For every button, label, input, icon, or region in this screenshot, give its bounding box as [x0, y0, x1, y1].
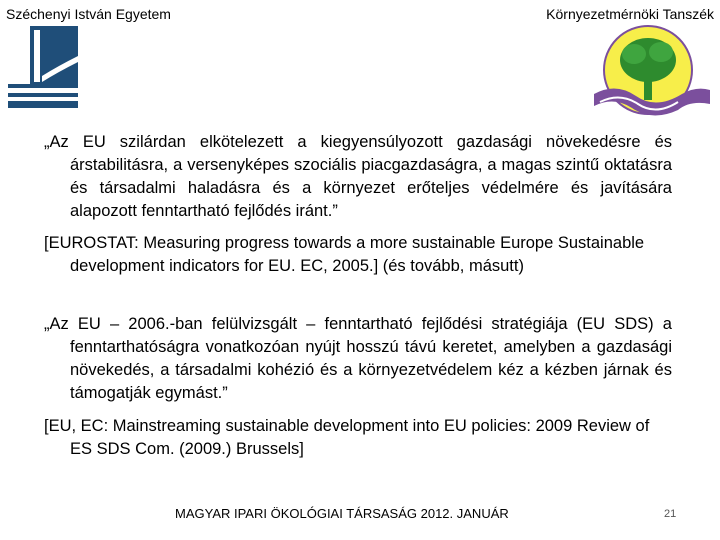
header-right-title: Környezetmérnöki Tanszék: [546, 6, 714, 22]
reference-eurostat: [EUROSTAT: Measuring progress towards a more sustainable Europe Sustainable development indicators for EU. EC, 2005.] (és tovább, másutt): [44, 234, 645, 275]
page-number: 21: [664, 508, 677, 520]
university-bridge-logo-icon: [8, 26, 78, 108]
footer-text: MAGYAR IPARI ÖKOLÓGIAI TÁRSASÁG 2012. JANUÁR: [175, 506, 509, 521]
quote-eu-sds: „Az EU – 2006.-ban felülvizsgált – fenntartható fejlődési stratégiája (EU SDS) a fenntarthatóságra vonatkozóan nyújt hosszú távú keretet, amelyben a gazdasági növekedés, a társadalmi kohézió és a környezetvédelem kéz a kézben járnak és támogatják egymást.”: [44, 315, 672, 402]
reference-eu-ec: [EU, EC: Mainstreaming sustainable development into EU policies: 2009 Review of ES SDS Com. (2009.) Brussels]: [44, 417, 650, 458]
tree-sun-logo-icon: [586, 24, 714, 120]
header-left-title: Széchenyi István Egyetem: [6, 6, 171, 22]
quote-eu-commitment: „Az EU szilárdan elkötelezett a kiegyensúlyozott gazdasági növekedésre és árstabilitásra, a versenyképes szociális piacgazdaságra, a magas szintű oktatásra és társadalmi haladásra és a környezet erőteljes védelmére és javítására alapozott fenntartható fejlődés iránt.”: [44, 133, 672, 220]
